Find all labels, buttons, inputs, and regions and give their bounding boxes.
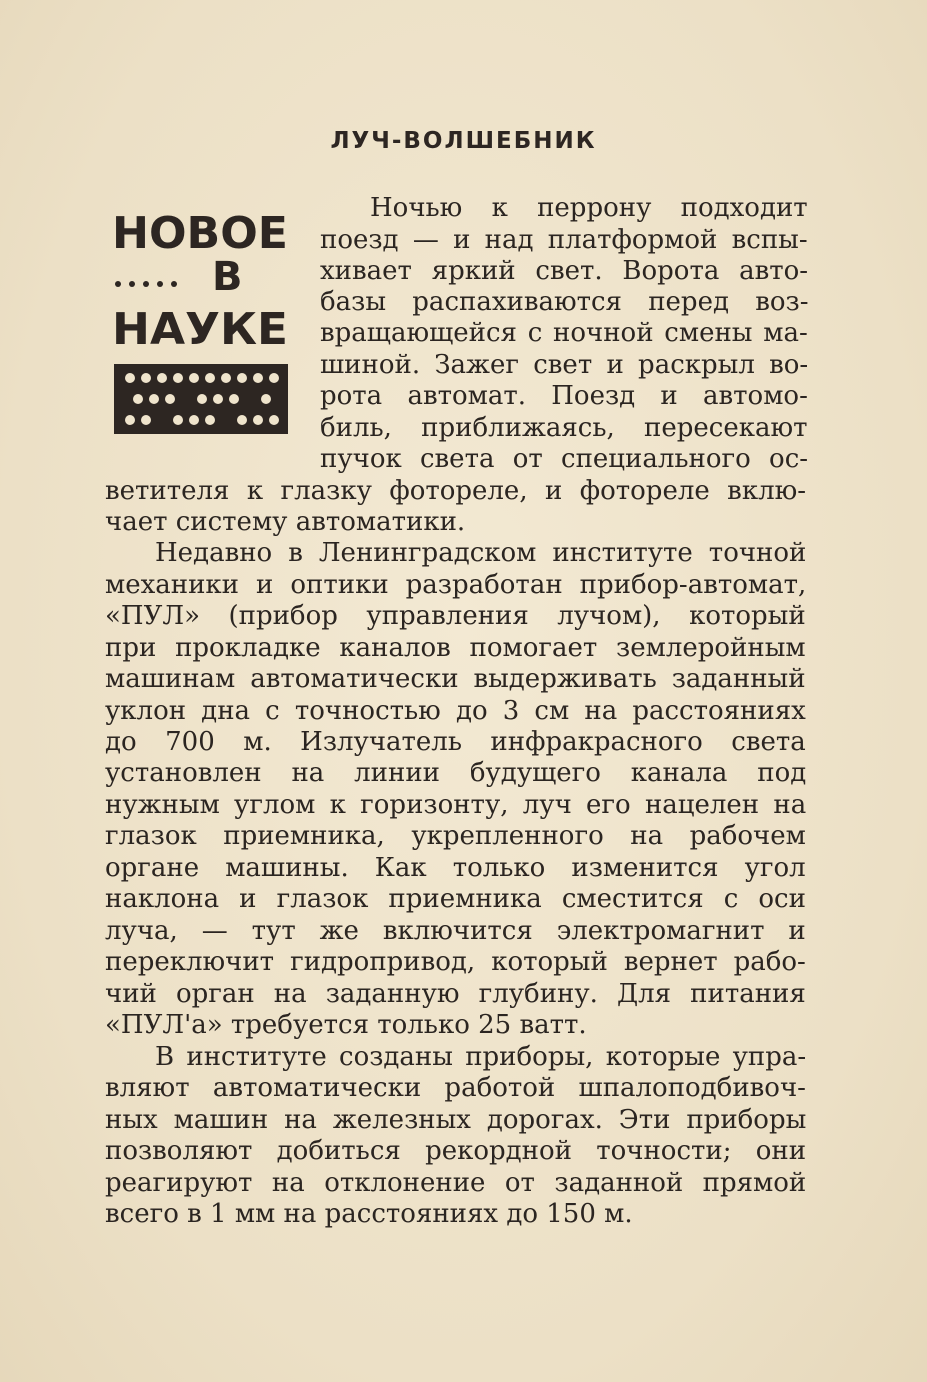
text-line: при прокладке каналов помогает землеройным xyxy=(105,633,806,663)
text-line: до 700 м. Излучатель инфракрасного света xyxy=(105,727,806,757)
text-line: наклона и глазок приемника сместится с оси xyxy=(105,884,806,914)
text-line: чает систему автоматики. xyxy=(105,507,466,537)
text-line: Ночью к перрону подходит xyxy=(370,193,808,223)
text-line: механики и оптики разработан прибор-автомат, xyxy=(105,570,807,600)
text-line: всего в 1 мм на расстояниях до 150 м. xyxy=(105,1199,633,1229)
text-line: поезд — и над платформой вспы- xyxy=(320,225,808,255)
logo-word-new: НОВОЕ xyxy=(112,208,288,259)
logo-word-science: НАУКЕ xyxy=(112,304,288,355)
logo-dot-panel xyxy=(114,364,288,434)
new-in-science-logo-graphic xyxy=(112,206,292,438)
text-line: пучок света от специального ос- xyxy=(320,444,809,474)
text-line: машинам автоматически выдерживать заданный xyxy=(105,664,806,694)
text-line: вляют автоматически работой шпалоподбивоч- xyxy=(105,1073,806,1103)
text-line: установлен на линии будущего канала под xyxy=(105,758,807,788)
text-line: биль, приближаясь, пересекают xyxy=(320,413,808,443)
text-line: ветителя к глазку фотореле, и фотореле вклю- xyxy=(105,476,807,506)
text-line: чий орган на заданную глубину. Для питания xyxy=(105,979,806,1009)
text-line: Недавно в Ленинградском институте точной xyxy=(155,538,807,568)
text-line: нужным углом к горизонту, луч его нацелен на xyxy=(105,790,807,820)
text-line: хивает яркий свет. Ворота авто- xyxy=(320,256,809,286)
text-line: луча, — тут же включится электромагнит и xyxy=(105,916,806,946)
text-line: шиной. Зажег свет и раскрыл во- xyxy=(320,350,809,380)
new-in-science-logo xyxy=(112,206,292,438)
text-line: органе машины. Как только изменится угол xyxy=(105,853,806,883)
text-line: ных машин на железных дорогах. Эти приборы xyxy=(105,1105,807,1135)
text-line: реагируют на отклонение от заданной прямой xyxy=(105,1168,807,1198)
text-line: позволяют добиться рекордной точности; они xyxy=(105,1136,807,1166)
logo-dots-row xyxy=(115,281,177,287)
text-line: переключит гидропривод, который вернет рабо- xyxy=(105,947,806,977)
logo-word-in: В xyxy=(212,254,243,300)
text-line: «ПУЛ'а» требуется только 25 ватт. xyxy=(105,1010,587,1040)
text-line: «ПУЛ» (прибор управления лучом), который xyxy=(105,601,806,631)
article-title: ЛУЧ-ВОЛШЕБНИК xyxy=(330,128,597,154)
text-line: уклон дна с точностью до 3 см на расстояниях xyxy=(105,696,806,726)
text-line: рота автомат. Поезд и автомо- xyxy=(320,381,808,411)
text-line: глазок приемника, укрепленного на рабочем xyxy=(105,821,806,851)
text-line: В институте созданы приборы, которые упра- xyxy=(155,1042,807,1072)
text-line: базы распахиваются перед воз- xyxy=(320,287,809,317)
text-line: вращающейся с ночной смены ма- xyxy=(320,318,808,348)
